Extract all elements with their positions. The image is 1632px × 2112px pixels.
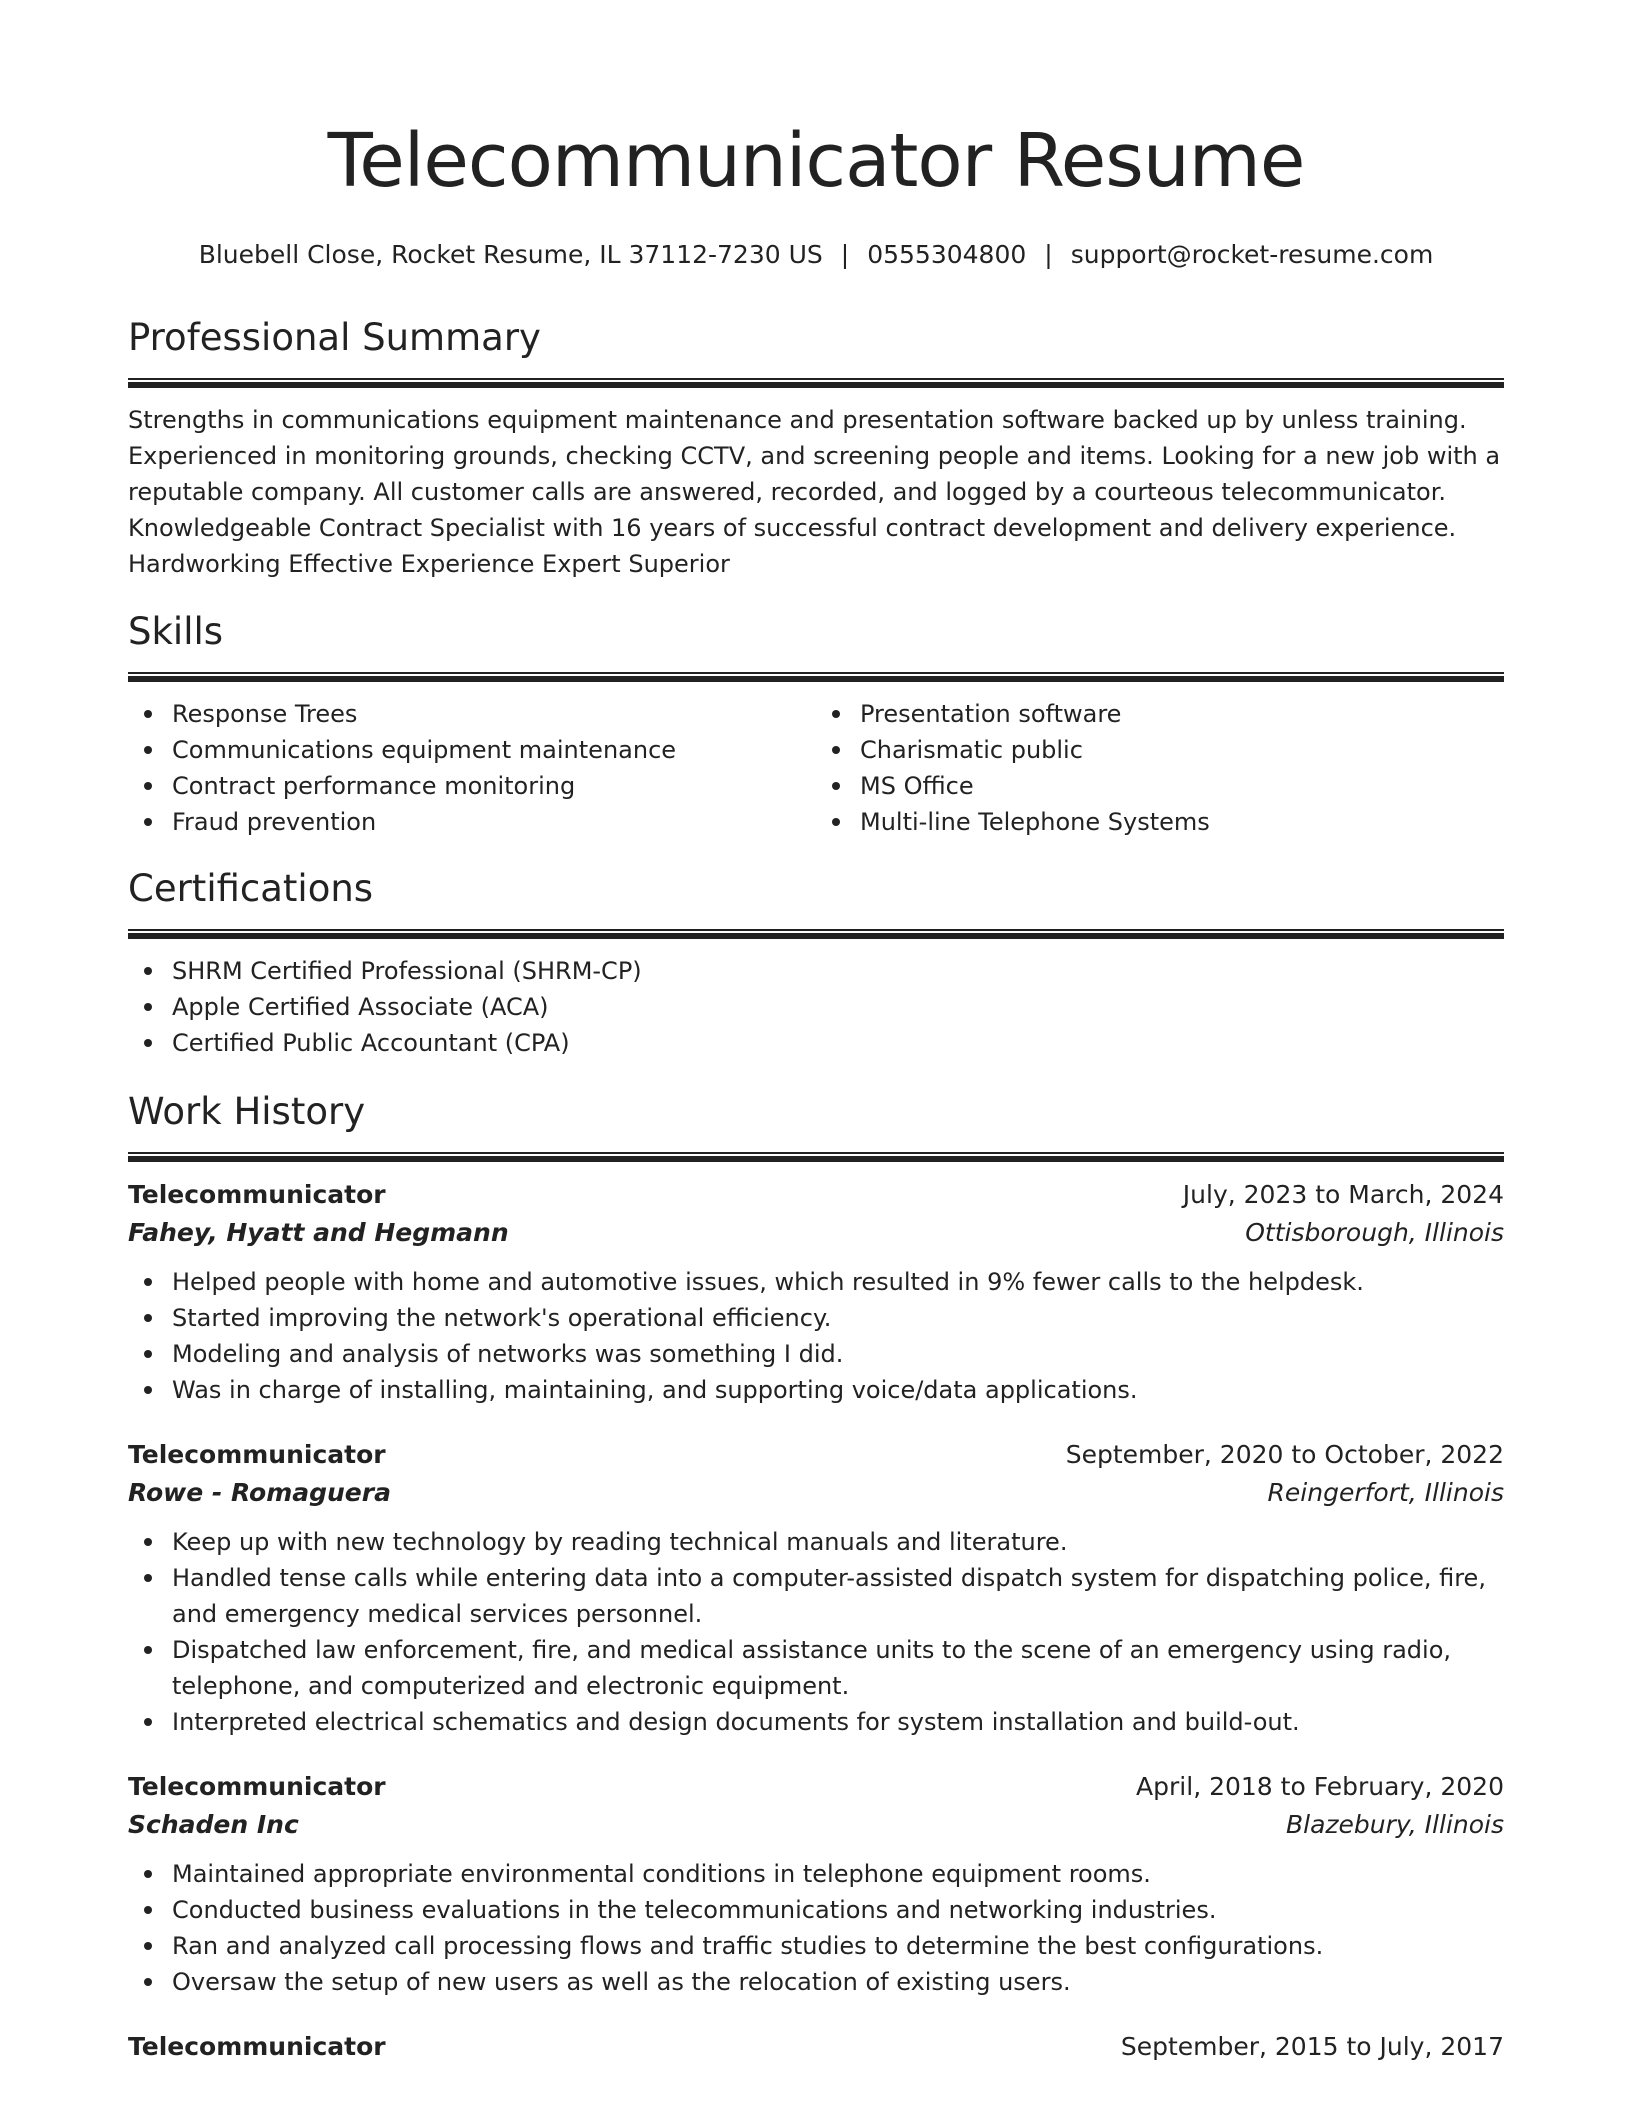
job-bullets <box>128 1856 1504 2000</box>
section-heading: Work History <box>128 1090 366 1133</box>
certifications-list <box>128 953 1504 1061</box>
work-history-section <box>128 1090 1504 2066</box>
summary-section <box>128 316 1504 582</box>
job-subheader <box>128 1214 1504 1252</box>
skill-item: Presentation software <box>816 696 1504 732</box>
job-title: Telecommunicator <box>128 1440 386 1469</box>
job-subheader <box>128 1474 1504 1512</box>
contact-separator: | <box>1044 240 1053 269</box>
skill-item: Response Trees <box>128 696 816 732</box>
section-heading: Skills <box>128 610 224 653</box>
job-dates: April, 2018 to February, 2020 <box>1136 1772 1504 1801</box>
job-title: Telecommunicator <box>128 1180 386 1209</box>
section-divider <box>128 378 1504 388</box>
job-bullet: Keep up with new technology by reading technical manuals and literature. <box>128 1524 1504 1560</box>
job-location: Blazebury, Illinois <box>1286 1810 1504 1839</box>
job-company: Schaden Inc <box>128 1810 299 1839</box>
job-bullet: Dispatched law enforcement, fire, and medical assistance units to the scene of an emergency using radio, telephone, and computerized and electronic equipment. <box>128 1632 1504 1704</box>
job-location: Ottisborough, Illinois <box>1245 1218 1504 1247</box>
contact-phone[interactable]: 0555304800 <box>867 240 1027 269</box>
contact-address: Bluebell Close, Rocket Resume, IL 37112-7230 US <box>198 240 823 269</box>
job-header <box>128 1176 1504 1214</box>
job-dates: September, 2020 to October, 2022 <box>1065 1440 1504 1469</box>
job-bullet: Interpreted electrical schematics and design documents for system installation and build-out. <box>128 1704 1504 1740</box>
summary-line: Strengths in communications equipment maintenance and presentation software backed up by unless training. <box>128 406 1467 434</box>
skill-item: Fraud prevention <box>128 804 816 840</box>
job-title: Telecommunicator <box>128 1772 386 1801</box>
skill-item: Charismatic public <box>816 732 1504 768</box>
job-bullet: Was in charge of installing, maintaining, and supporting voice/data applications. <box>128 1372 1504 1408</box>
skills-list-right <box>816 696 1504 840</box>
job-bullets <box>128 1524 1504 1740</box>
section-heading: Certifications <box>128 867 374 910</box>
job-bullet: Handled tense calls while entering data into a computer-assisted dispatch system for dispatching police, fire, and emergency medical services personnel. <box>128 1560 1504 1632</box>
certifications-section <box>128 867 1504 1061</box>
job-bullet: Started improving the network's operational efficiency. <box>128 1300 1504 1336</box>
section-heading: Professional Summary <box>128 316 541 359</box>
contact-separator: | <box>840 240 850 269</box>
skills-list-left <box>128 696 816 840</box>
skill-item: Multi-line Telephone Systems <box>816 804 1504 840</box>
contact-email[interactable]: support@rocket-resume.com <box>1070 240 1434 269</box>
summary-line: Hardworking Effective Experience Expert Superior <box>128 550 730 578</box>
skills-section <box>128 610 1504 840</box>
job-location: Reingerfort, Illinois <box>1267 1478 1504 1507</box>
job-bullet: Helped people with home and automotive issues, which resulted in 9% fewer calls to the helpdesk. <box>128 1264 1504 1300</box>
skill-item: Contract performance monitoring <box>128 768 816 804</box>
job-entry <box>128 1768 1504 2000</box>
page-title: Telecommunicator Resume <box>327 118 1305 204</box>
section-divider <box>128 672 1504 682</box>
section-divider <box>128 929 1504 939</box>
certification-item: Certified Public Accountant (CPA) <box>128 1025 1504 1061</box>
job-entry <box>128 1176 1504 1408</box>
job-bullet: Conducted business evaluations in the telecommunications and networking industries. <box>128 1892 1504 1928</box>
job-dates: September, 2015 to July, 2017 <box>1120 2032 1504 2061</box>
job-entry <box>128 2028 1504 2066</box>
job-subheader <box>128 1806 1504 1844</box>
job-bullet: Ran and analyzed call processing flows and traffic studies to determine the best configurations. <box>128 1928 1504 1964</box>
contact-line <box>0 240 1632 269</box>
skills-columns <box>128 696 1504 840</box>
skill-item: MS Office <box>816 768 1504 804</box>
certification-item: SHRM Certified Professional (SHRM-CP) <box>128 953 1504 989</box>
summary-line: Knowledgeable Contract Specialist with 16 years of successful contract development and delivery experience. <box>128 514 1457 542</box>
job-entry <box>128 1436 1504 1740</box>
job-company: Rowe - Romaguera <box>128 1478 391 1507</box>
certification-item: Apple Certified Associate (ACA) <box>128 989 1504 1025</box>
summary-text <box>128 402 1504 582</box>
section-divider <box>128 1152 1504 1162</box>
job-bullets <box>128 1264 1504 1408</box>
summary-line: Experienced in monitoring grounds, checking CCTV, and screening people and items. Looking for a new job with a <box>128 442 1501 470</box>
summary-line: reputable company. All customer calls are answered, recorded, and logged by a courteous telecommunicator. <box>128 478 1447 506</box>
job-dates: July, 2023 to March, 2024 <box>1182 1180 1504 1209</box>
job-bullet: Modeling and analysis of networks was something I did. <box>128 1336 1504 1372</box>
job-bullet: Maintained appropriate environmental conditions in telephone equipment rooms. <box>128 1856 1504 1892</box>
job-header <box>128 1436 1504 1474</box>
job-header <box>128 2028 1504 2066</box>
job-header <box>128 1768 1504 1806</box>
job-title: Telecommunicator <box>128 2032 386 2061</box>
job-bullet: Oversaw the setup of new users as well as the relocation of existing users. <box>128 1964 1504 2000</box>
job-company: Fahey, Hyatt and Hegmann <box>128 1218 509 1247</box>
skill-item: Communications equipment maintenance <box>128 732 816 768</box>
